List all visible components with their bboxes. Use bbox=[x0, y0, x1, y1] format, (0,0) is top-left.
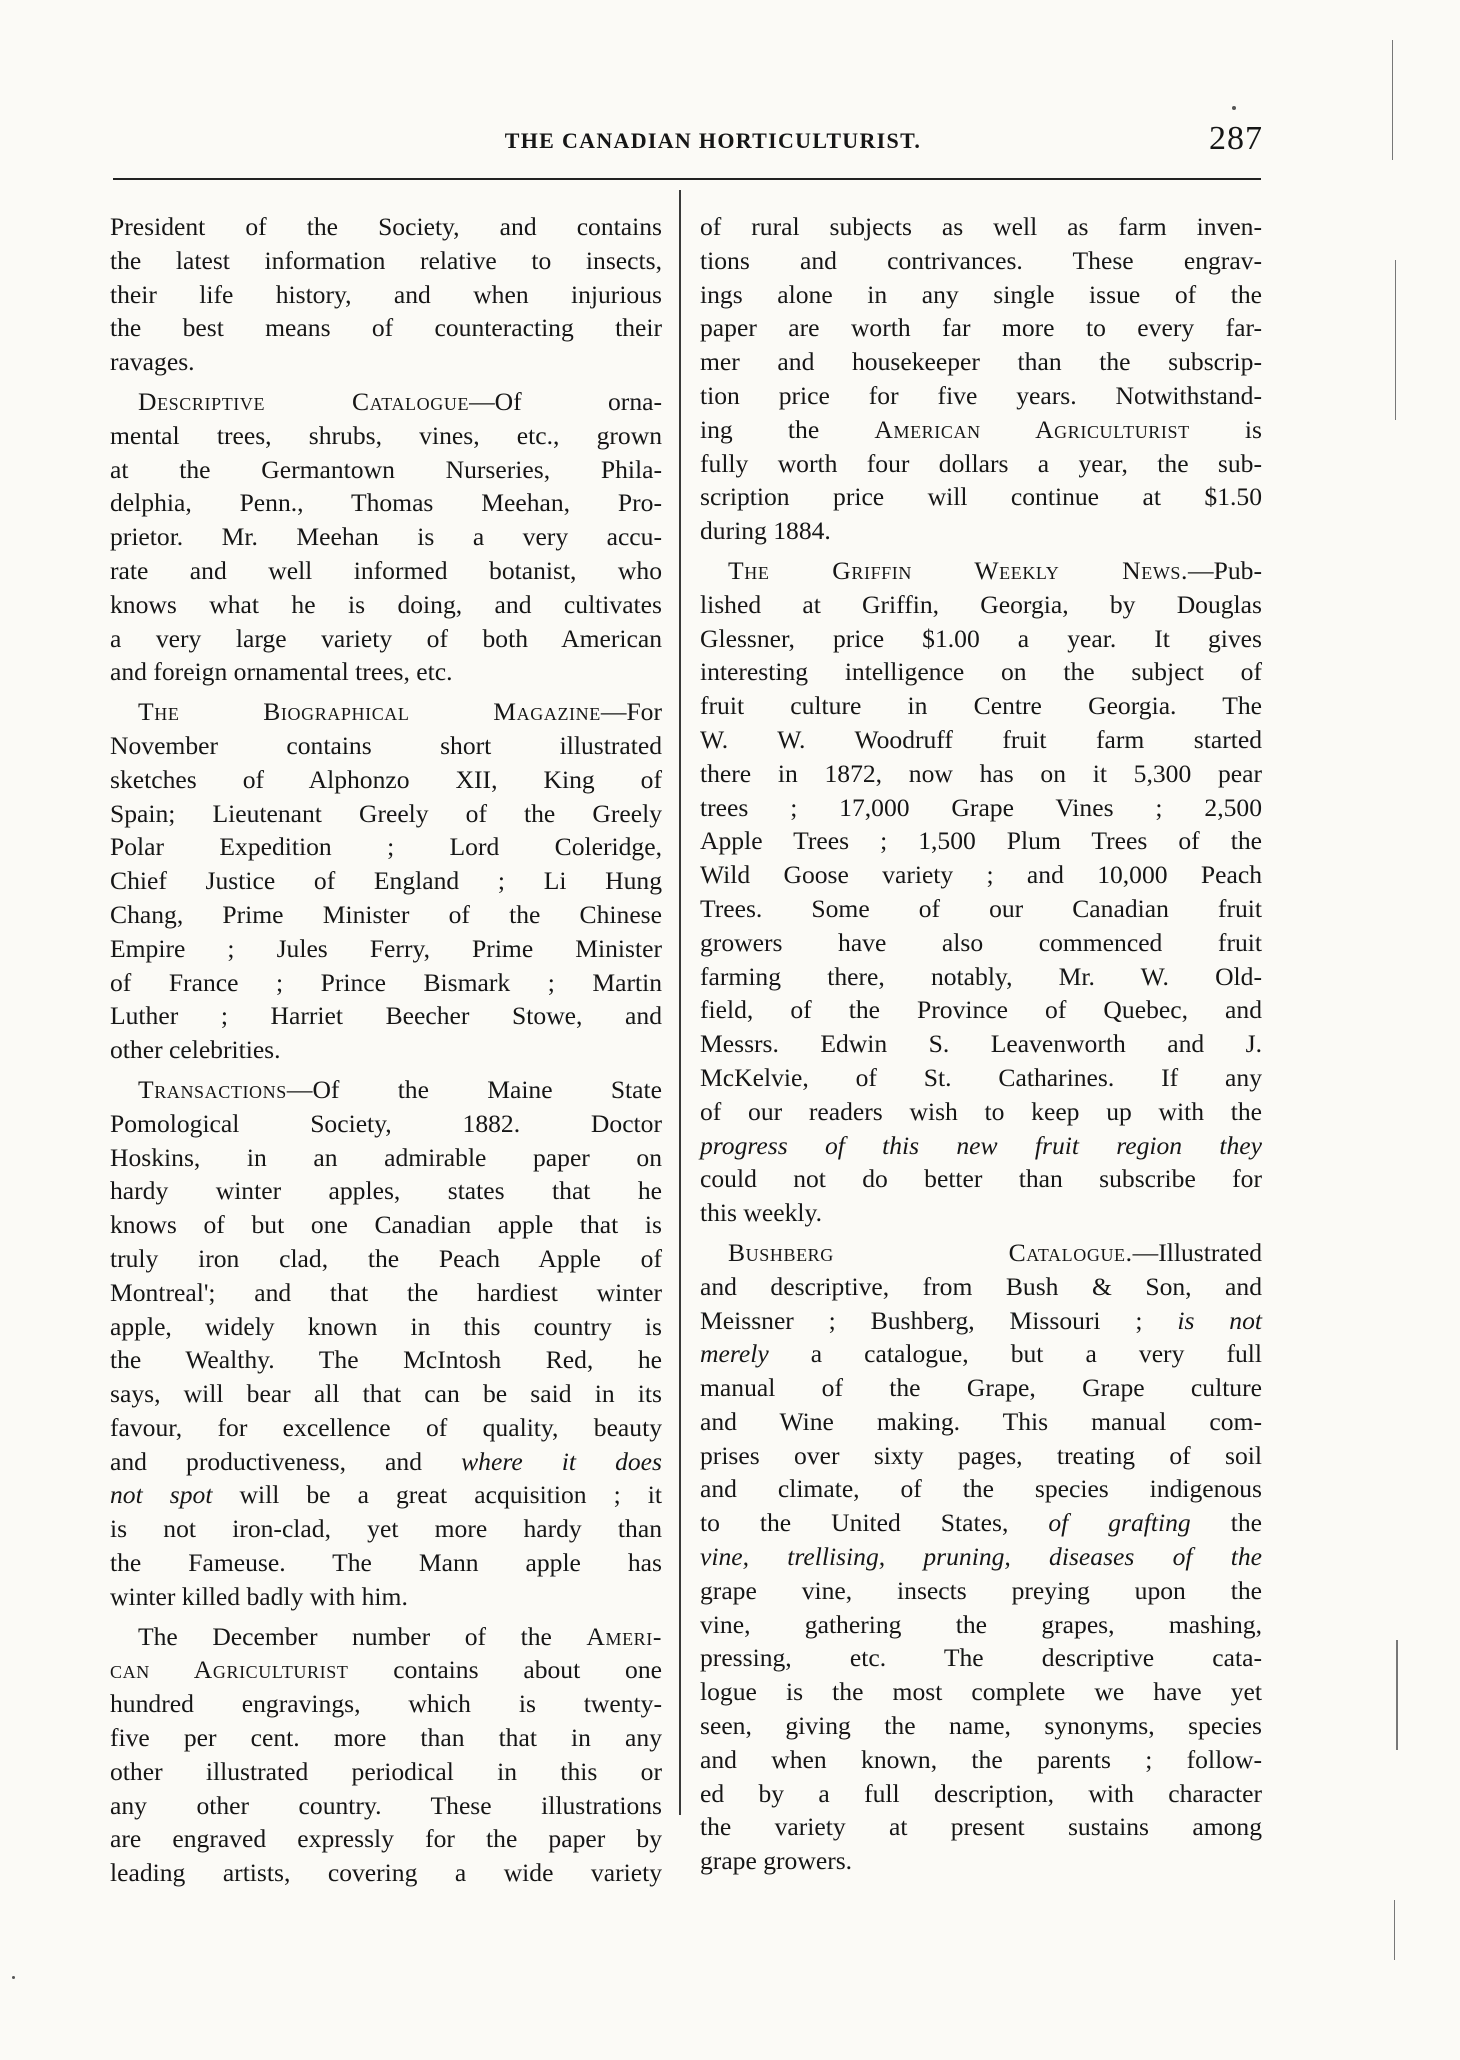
text-fragment: the bbox=[1190, 1508, 1262, 1538]
text-line: Wild Goose variety ; and 10,000 Peach bbox=[700, 860, 1262, 890]
page-number: 287 bbox=[1209, 120, 1263, 157]
text-line: the best means of counteracting their bbox=[110, 313, 662, 343]
text-line: hardy winter apples, states that he bbox=[110, 1176, 662, 1206]
text-line bbox=[110, 1445, 662, 1479]
text-line: Spain; Lieutenant Greely of the Greely bbox=[110, 798, 662, 828]
text-line: of rural subjects as well as farm inven- bbox=[700, 212, 1262, 241]
text-line: Apple Trees ; 1,500 Plum Trees of the bbox=[700, 826, 1262, 856]
text-line: and climate, of the species indigenous bbox=[700, 1474, 1262, 1504]
text-line: scription price will continue at $1.50 bbox=[700, 482, 1262, 512]
text-line bbox=[110, 1546, 662, 1580]
text-line: fully worth four dollars a year, the sub- bbox=[700, 448, 1262, 478]
text-line: growers have also commenced fruit bbox=[700, 927, 1262, 957]
left-column bbox=[110, 210, 662, 1890]
text-line: and when known, the parents ; follow- bbox=[700, 1744, 1262, 1774]
text-line: other illustrated periodical in this or bbox=[110, 1756, 662, 1786]
scan-margin-mark bbox=[1392, 40, 1393, 160]
text-line: says, will bear all that can be said in its bbox=[110, 1379, 662, 1409]
paragraph-bushberg-catalogue bbox=[700, 1236, 1262, 1878]
text-line: other celebrities. bbox=[110, 1035, 281, 1065]
text-line: favour, for excellence of quality, beauty bbox=[110, 1412, 662, 1442]
text-line: of our readers wish to keep up with the bbox=[700, 1096, 1262, 1126]
text-line: fruit culture in Centre Georgia. The bbox=[700, 691, 1262, 721]
text-line: prises over sixty pages, treating of soil bbox=[700, 1440, 1262, 1470]
paragraph-insects-report bbox=[110, 210, 662, 379]
paragraph-descriptive-catalogue bbox=[110, 385, 662, 689]
text-line: and Wine making. This manual com- bbox=[700, 1406, 1262, 1436]
text-line: farming there, notably, Mr. W. Old- bbox=[700, 961, 1262, 991]
text-line: grape growers. bbox=[700, 1846, 853, 1876]
header-rule bbox=[113, 178, 1261, 180]
text-line: Chief Justice of England ; Li Hung bbox=[110, 866, 662, 896]
paragraph-transactions bbox=[110, 1073, 662, 1614]
text-line: this weekly. bbox=[700, 1198, 823, 1228]
text-line: the latest information relative to insects, bbox=[110, 245, 662, 275]
text-fragment: ing the bbox=[700, 414, 875, 444]
text-line: five per cent. more than that in any bbox=[110, 1723, 662, 1753]
text-line: Glessner, price $1.00 a year. It gives bbox=[700, 623, 1262, 653]
text-line: are engraved expressly for the paper by bbox=[110, 1824, 662, 1854]
entry-heading: Transactions bbox=[138, 1074, 287, 1104]
text-fragment: —Of orna- bbox=[469, 386, 663, 416]
text-fragment: —Pub- bbox=[1188, 555, 1262, 585]
text-fragment: —For bbox=[600, 697, 662, 727]
running-head bbox=[113, 120, 1263, 168]
scan-speck bbox=[12, 1976, 15, 1979]
text-line: vine, gathering the grapes, mashing, bbox=[700, 1609, 1262, 1639]
entry-heading: The Griffin Weekly News. bbox=[728, 555, 1189, 585]
text-line: November contains short illustrated bbox=[110, 730, 662, 760]
text-line: trees ; 17,000 Grape Vines ; 2,500 bbox=[700, 792, 1262, 822]
text-line: knows of but one Canadian apple that is bbox=[110, 1210, 662, 1240]
text-line: mental trees, shrubs, vines, etc., grown bbox=[110, 420, 662, 450]
text-line: and descriptive, from Bush & Son, and bbox=[700, 1271, 1262, 1301]
text-line: rate and well informed botanist, who bbox=[110, 555, 662, 585]
text-line bbox=[700, 1236, 1262, 1270]
text-line: a very large variety of both American bbox=[110, 623, 662, 653]
text-line: there in 1872, now has on it 5,300 pear bbox=[700, 758, 1262, 788]
paragraph-engravings-continued bbox=[700, 210, 1262, 548]
text-line: apple, widely known in this country is bbox=[110, 1311, 662, 1341]
publication-name: American Agriculturist bbox=[874, 414, 1190, 444]
text-line: prietor. Mr. Meehan is a very accu- bbox=[110, 522, 662, 552]
entry-heading: The Biographical Magazine bbox=[138, 697, 601, 727]
text-fragment: will be a great acquisition ; it bbox=[212, 1480, 662, 1510]
text-line: their life history, and when injurious bbox=[110, 279, 662, 309]
text-line: President of the Society, and contains bbox=[110, 212, 662, 241]
text-line: of France ; Prince Bismark ; Martin bbox=[110, 967, 662, 997]
text-line: paper are worth far more to every far- bbox=[700, 313, 1262, 343]
text-line: during 1884. bbox=[700, 516, 831, 546]
text-line: manual of the Grape, Grape culture bbox=[700, 1373, 1262, 1403]
text-line: truly iron clad, the Peach Apple of bbox=[110, 1243, 662, 1273]
text-fragment: Meissner ; Bushberg, Missouri ; bbox=[700, 1305, 1178, 1335]
text-line bbox=[110, 385, 662, 419]
text-fragment: a catalogue, but a very full bbox=[768, 1339, 1262, 1369]
text-line bbox=[700, 413, 1262, 447]
text-line: delphia, Penn., Thomas Meehan, Pro- bbox=[110, 488, 662, 518]
text-line: lished at Griffin, Georgia, by Douglas bbox=[700, 589, 1262, 619]
text-line bbox=[110, 1620, 662, 1654]
text-line bbox=[700, 1304, 1262, 1338]
italic-text: not spot bbox=[110, 1480, 213, 1510]
right-column bbox=[700, 210, 1262, 1878]
text-fragment: The Mann apple bbox=[332, 1548, 581, 1578]
text-line: knows what he is doing, and cultivates bbox=[110, 589, 662, 619]
paragraph-biographical-magazine bbox=[110, 695, 662, 1067]
paragraph-griffin-weekly-news bbox=[700, 554, 1262, 1230]
running-title: THE CANADIAN HORTICULTURIST. bbox=[504, 128, 922, 153]
text-fragment: —Illustrated bbox=[1132, 1237, 1262, 1267]
text-line: Trees. Some of our Canadian fruit bbox=[700, 893, 1262, 923]
text-line: McKelvie, of St. Catharines. If any bbox=[700, 1062, 1262, 1092]
text-line bbox=[110, 695, 662, 729]
text-line bbox=[700, 554, 1262, 588]
text-fragment: The December number of the bbox=[138, 1621, 587, 1651]
text-line: Pomological Society, 1882. Doctor bbox=[110, 1108, 662, 1138]
text-fragment: —Of the Maine State bbox=[286, 1074, 662, 1104]
text-fragment: contains about one bbox=[348, 1655, 662, 1685]
text-line bbox=[110, 1073, 662, 1107]
scan-margin-mark bbox=[1395, 260, 1396, 420]
text-line bbox=[110, 1478, 662, 1512]
text-line: W. W. Woodruff fruit farm started bbox=[700, 724, 1262, 754]
text-line: Empire ; Jules Ferry, Prime Minister bbox=[110, 933, 662, 963]
text-line: the variety at present sustains among bbox=[700, 1812, 1262, 1842]
entry-heading: Bushberg Catalogue. bbox=[728, 1237, 1133, 1267]
text-line: leading artists, covering a wide variety bbox=[110, 1858, 662, 1888]
scan-margin-mark bbox=[1396, 1640, 1398, 1750]
column-divider bbox=[679, 190, 681, 1815]
text-line bbox=[700, 1337, 1262, 1371]
text-line: Montreal'; and that the hardiest winter bbox=[110, 1277, 662, 1307]
text-fragment: to the United States, bbox=[700, 1508, 1049, 1538]
text-line: pressing, etc. The descriptive cata- bbox=[700, 1643, 1262, 1673]
text-fragment: and productiveness, and bbox=[110, 1446, 462, 1476]
text-line: tion price for five years. Notwithstand- bbox=[700, 380, 1262, 410]
text-fragment: has bbox=[580, 1548, 662, 1578]
text-line: ings alone in any single issue of the bbox=[700, 279, 1262, 309]
text-fragment: is bbox=[1189, 414, 1262, 444]
text-line: ravages. bbox=[110, 347, 195, 377]
text-line: hundred engravings, which is twenty- bbox=[110, 1689, 662, 1719]
text-line: progress of this new fruit region they bbox=[700, 1130, 1262, 1160]
text-fragment: the Fameuse. bbox=[110, 1548, 333, 1578]
text-line: grape vine, insects preying upon the bbox=[700, 1575, 1262, 1605]
text-line: winter killed badly with him. bbox=[110, 1581, 408, 1611]
scan-margin-mark bbox=[1394, 1900, 1395, 1960]
text-line: is not iron-clad, yet more hardy than bbox=[110, 1514, 662, 1544]
entry-heading: Descriptive Catalogue bbox=[138, 386, 470, 416]
publication-name: Ameri- bbox=[586, 1621, 662, 1651]
scan-speck bbox=[1232, 106, 1236, 110]
italic-text: merely bbox=[700, 1339, 769, 1369]
italic-text: where it does bbox=[461, 1446, 662, 1476]
text-line: logue is the most complete we have yet bbox=[700, 1677, 1262, 1707]
text-line: sketches of Alphonzo XII, King of bbox=[110, 764, 662, 794]
publication-name: can Agriculturist bbox=[110, 1655, 349, 1685]
text-line: vine, trellising, pruning, diseases of the bbox=[700, 1542, 1262, 1572]
text-line: field, of the Province of Quebec, and bbox=[700, 995, 1262, 1025]
italic-text: of grafting bbox=[1048, 1508, 1191, 1538]
text-line bbox=[700, 1506, 1262, 1540]
text-line: tions and contrivances. These engrav- bbox=[700, 245, 1262, 275]
text-line: Hoskins, in an admirable paper on bbox=[110, 1142, 662, 1172]
text-line: any other country. These illustrations bbox=[110, 1790, 662, 1820]
text-line: Luther ; Harriet Beecher Stowe, and bbox=[110, 1001, 662, 1031]
text-line: Polar Expedition ; Lord Coleridge, bbox=[110, 832, 662, 862]
text-line: Messrs. Edwin S. Leavenworth and J. bbox=[700, 1029, 1262, 1059]
text-line: ed by a full description, with character bbox=[700, 1778, 1262, 1808]
paragraph-american-agriculturist bbox=[110, 1620, 662, 1890]
text-line: mer and housekeeper than the subscrip- bbox=[700, 347, 1262, 377]
text-line: and foreign ornamental trees, etc. bbox=[110, 657, 453, 687]
text-line: at the Germantown Nurseries, Phila- bbox=[110, 454, 662, 484]
text-line: interesting intelligence on the subject of bbox=[700, 657, 1262, 687]
text-line: could not do better than subscribe for bbox=[700, 1164, 1262, 1194]
text-line: seen, giving the name, synonyms, species bbox=[700, 1711, 1262, 1741]
text-line: Chang, Prime Minister of the Chinese bbox=[110, 899, 662, 929]
text-line bbox=[110, 1653, 662, 1687]
italic-text: is not bbox=[1177, 1305, 1262, 1335]
text-line: the Wealthy. The McIntosh Red, he bbox=[110, 1345, 662, 1375]
